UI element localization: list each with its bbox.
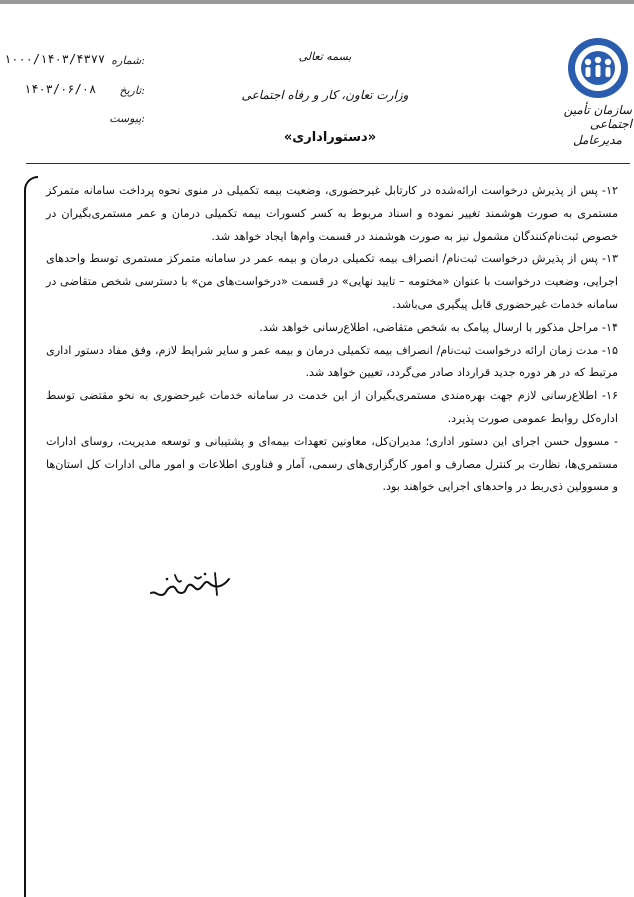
bismillah: بسمه تعالی — [298, 50, 352, 63]
paragraph-responsibility: - مسوول حسن اجرای این دستور اداری؛ مدیران‌کل، معاونین تعهدات بیمه‌ای و پشتیبانی و توسعه مدیریت، روسای ادارات مستمری‌ها، نظارت بر کنترل مصارف و امور کارگزاری‌های رسمی، آمار و فناوری اطلاعات و امور مالی ادارات کل استان‌ها و مسوولین ذی‌ربط در واحدهای اجرایی خواهند بود. — [46, 434, 618, 494]
document-body — [46, 180, 618, 499]
paragraph-12: ۱۲- پس از پذیرش درخواست ارائه‌شده در کارتابل غیرحضوری، وضعیت بیمه تکمیلی در منوی نحوه پرداخت سامانه متمرکز مستمری به صورت هوشمند تغییر نموده و اسناد مربوط به کسر کسورات بیمه تکمیلی درمان و عمر مستمری‌بگیران در خصوص ثبت‌نام‌کنندگان مشمول نیز به صورت هوشمند در قسمت وام‌ها ایجاد خواهد شد. — [46, 184, 618, 243]
letter-number: ۱۰۰۰/۱۴۰۳/۴۳۷۷ — [4, 52, 106, 66]
ministry-title: وزارت تعاون، کار و رفاه اجتماعی — [241, 88, 409, 102]
date-label: تاریخ: — [119, 84, 145, 97]
body-frame — [24, 176, 38, 897]
organization-name: سازمان تأمین اجتماعی — [563, 103, 632, 131]
letter-date: ۱۴۰۳/۰۶/۰۸ — [24, 82, 97, 96]
signer-title: مدیرعامل — [572, 133, 622, 147]
paragraph-14: ۱۴- مراحل مذکور با ارسال پیامک به شخص متقاضی، اطلاع‌رسانی خواهد شد. — [259, 320, 618, 334]
paragraph-13: ۱۳- پس از پذیرش درخواست ثبت‌نام/ انصراف بیمه تکمیلی درمان و بیمه عمر در سامانه متمرکز مستمری توسط واحدهای اجرایی، وضعیت درخواست با عنوان «مختومه – تایید نهایی» در قسمت «درخواست‌های من» با دسترسی شخص متقاضی در سامانه خدمات غیرحضوری قابل پیگیری می‌باشد. — [46, 252, 618, 311]
attachment-label: پیوست: — [109, 112, 145, 125]
top-rule — [0, 0, 634, 4]
document-type-title: «دستوراداری» — [283, 130, 377, 145]
paragraph-16: ۱۶- اطلاع‌رسانی لازم جهت بهره‌مندی مستمری‌بگیران از این خدمت در سامانه خدمات غیرحضوری به نحو مقتضی توسط اداره‌کل روابط عمومی صورت پذیرد. — [46, 389, 618, 425]
paragraph-15: ۱۵- مدت زمان ارائه درخواست ثبت‌نام/ انصراف بیمه تکمیلی درمان و بیمه عمر و سایر شرایط لازم، وفق مفاد دستور اداری مرتبط که در هر دوره جدید قرارداد صادر می‌گردد، تعیین خواهد شد. — [46, 343, 618, 380]
header-divider — [26, 163, 630, 164]
handwritten-signature — [145, 565, 235, 605]
number-label: شماره: — [111, 54, 145, 67]
organization-logo — [566, 36, 630, 100]
